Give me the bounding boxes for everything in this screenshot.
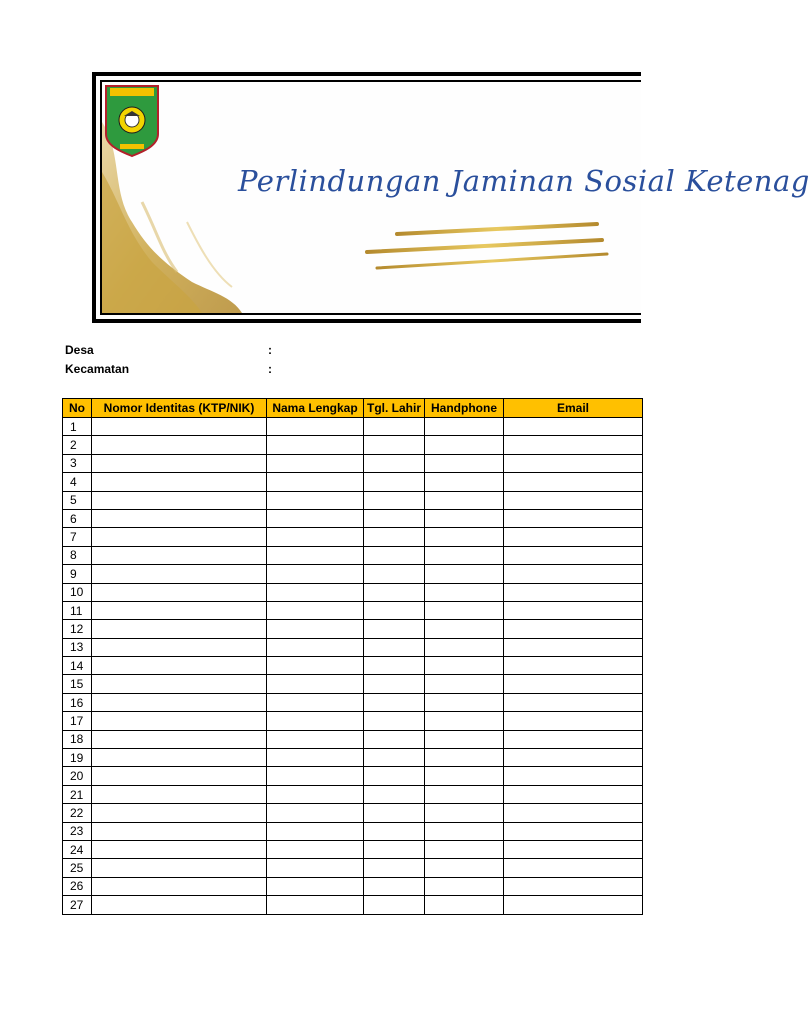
cell-tgl-lahir[interactable] bbox=[364, 657, 425, 675]
cell-tgl-lahir[interactable] bbox=[364, 840, 425, 858]
cell-nomor-identitas[interactable] bbox=[92, 473, 267, 491]
cell-nama-lengkap[interactable] bbox=[267, 620, 364, 638]
table-header-row bbox=[63, 399, 643, 418]
table-row bbox=[63, 822, 643, 840]
table-row bbox=[63, 620, 643, 638]
cell-handphone[interactable] bbox=[425, 491, 504, 509]
cell-handphone[interactable] bbox=[425, 896, 504, 914]
table-row bbox=[63, 840, 643, 858]
cell-handphone[interactable] bbox=[425, 620, 504, 638]
cell-tgl-lahir[interactable] bbox=[364, 730, 425, 748]
cell-nomor-identitas[interactable] bbox=[92, 601, 267, 619]
cell-no: 17 bbox=[63, 712, 92, 730]
cell-handphone[interactable] bbox=[425, 528, 504, 546]
desa-label: Desa bbox=[65, 343, 94, 357]
cell-nama-lengkap[interactable] bbox=[267, 528, 364, 546]
cell-no: 9 bbox=[63, 565, 92, 583]
table-row bbox=[63, 877, 643, 895]
cell-tgl-lahir[interactable] bbox=[364, 749, 425, 767]
cell-tgl-lahir[interactable] bbox=[364, 546, 425, 564]
cell-email[interactable] bbox=[504, 473, 643, 491]
cell-no: 4 bbox=[63, 473, 92, 491]
cell-nama-lengkap[interactable] bbox=[267, 712, 364, 730]
cell-nama-lengkap[interactable] bbox=[267, 638, 364, 656]
table-row bbox=[63, 859, 643, 877]
table-row bbox=[63, 601, 643, 619]
cell-nomor-identitas[interactable] bbox=[92, 730, 267, 748]
cell-tgl-lahir[interactable] bbox=[364, 565, 425, 583]
cell-email[interactable] bbox=[504, 583, 643, 601]
cell-no: 16 bbox=[63, 693, 92, 711]
cell-nama-lengkap[interactable] bbox=[267, 418, 364, 436]
cell-nomor-identitas[interactable] bbox=[92, 804, 267, 822]
cell-email[interactable] bbox=[504, 454, 643, 472]
header-banner bbox=[92, 72, 810, 323]
cell-nomor-identitas[interactable] bbox=[92, 528, 267, 546]
table-row bbox=[63, 785, 643, 803]
cell-tgl-lahir[interactable] bbox=[364, 601, 425, 619]
table-row bbox=[63, 638, 643, 656]
cell-tgl-lahir[interactable] bbox=[364, 712, 425, 730]
cell-nama-lengkap[interactable] bbox=[267, 804, 364, 822]
table-body bbox=[63, 418, 643, 915]
cell-email[interactable] bbox=[504, 749, 643, 767]
cell-nama-lengkap[interactable] bbox=[267, 822, 364, 840]
cell-nomor-identitas[interactable] bbox=[92, 712, 267, 730]
cell-nomor-identitas[interactable] bbox=[92, 785, 267, 803]
cell-email[interactable] bbox=[504, 565, 643, 583]
cell-nomor-identitas[interactable] bbox=[92, 822, 267, 840]
cell-handphone[interactable] bbox=[425, 785, 504, 803]
cell-no: 26 bbox=[63, 877, 92, 895]
cell-nama-lengkap[interactable] bbox=[267, 509, 364, 527]
cell-email[interactable] bbox=[504, 491, 643, 509]
header-handphone: Handphone bbox=[425, 399, 504, 418]
cell-nama-lengkap[interactable] bbox=[267, 877, 364, 895]
cell-no: 10 bbox=[63, 583, 92, 601]
cell-nomor-identitas[interactable] bbox=[92, 620, 267, 638]
header-tgl-lahir: Tgl. Lahir bbox=[364, 399, 425, 418]
cell-no: 24 bbox=[63, 840, 92, 858]
table-row bbox=[63, 436, 643, 454]
cell-nama-lengkap[interactable] bbox=[267, 767, 364, 785]
cell-nama-lengkap[interactable] bbox=[267, 583, 364, 601]
cell-nama-lengkap[interactable] bbox=[267, 601, 364, 619]
cell-nomor-identitas[interactable] bbox=[92, 896, 267, 914]
cell-no: 6 bbox=[63, 509, 92, 527]
cell-email[interactable] bbox=[504, 418, 643, 436]
cell-nomor-identitas[interactable] bbox=[92, 877, 267, 895]
table-row bbox=[63, 509, 643, 527]
cell-no: 2 bbox=[63, 436, 92, 454]
cell-handphone[interactable] bbox=[425, 840, 504, 858]
cell-tgl-lahir[interactable] bbox=[364, 859, 425, 877]
cell-tgl-lahir[interactable] bbox=[364, 473, 425, 491]
cell-tgl-lahir[interactable] bbox=[364, 804, 425, 822]
cell-handphone[interactable] bbox=[425, 749, 504, 767]
cell-no: 15 bbox=[63, 675, 92, 693]
cell-no: 25 bbox=[63, 859, 92, 877]
cell-nomor-identitas[interactable] bbox=[92, 454, 267, 472]
cell-nama-lengkap[interactable] bbox=[267, 657, 364, 675]
cell-email[interactable] bbox=[504, 730, 643, 748]
cell-no: 19 bbox=[63, 749, 92, 767]
table-row bbox=[63, 730, 643, 748]
cell-handphone[interactable] bbox=[425, 454, 504, 472]
table-row bbox=[63, 583, 643, 601]
cell-tgl-lahir[interactable] bbox=[364, 418, 425, 436]
kecamatan-colon: : bbox=[268, 362, 272, 376]
cell-nomor-identitas[interactable] bbox=[92, 565, 267, 583]
cell-nama-lengkap[interactable] bbox=[267, 749, 364, 767]
cell-no: 22 bbox=[63, 804, 92, 822]
cell-handphone[interactable] bbox=[425, 804, 504, 822]
cell-no: 7 bbox=[63, 528, 92, 546]
cell-email[interactable] bbox=[504, 509, 643, 527]
cell-email[interactable] bbox=[504, 859, 643, 877]
cell-tgl-lahir[interactable] bbox=[364, 583, 425, 601]
cell-nama-lengkap[interactable] bbox=[267, 454, 364, 472]
cell-nama-lengkap[interactable] bbox=[267, 565, 364, 583]
table-row bbox=[63, 675, 643, 693]
cell-tgl-lahir[interactable] bbox=[364, 509, 425, 527]
cell-tgl-lahir[interactable] bbox=[364, 693, 425, 711]
header-nama-lengkap: Nama Lengkap bbox=[267, 399, 364, 418]
cell-email[interactable] bbox=[504, 528, 643, 546]
cell-no: 3 bbox=[63, 454, 92, 472]
cell-email[interactable] bbox=[504, 804, 643, 822]
cell-no: 23 bbox=[63, 822, 92, 840]
cell-email[interactable] bbox=[504, 657, 643, 675]
cell-nomor-identitas[interactable] bbox=[92, 749, 267, 767]
cell-no: 18 bbox=[63, 730, 92, 748]
cell-no: 14 bbox=[63, 657, 92, 675]
cell-tgl-lahir[interactable] bbox=[364, 638, 425, 656]
table-row bbox=[63, 693, 643, 711]
header-email: Email bbox=[504, 399, 643, 418]
cell-handphone[interactable] bbox=[425, 436, 504, 454]
cell-handphone[interactable] bbox=[425, 712, 504, 730]
cell-handphone[interactable] bbox=[425, 877, 504, 895]
cell-nama-lengkap[interactable] bbox=[267, 491, 364, 509]
cell-nomor-identitas[interactable] bbox=[92, 418, 267, 436]
cell-no: 20 bbox=[63, 767, 92, 785]
cell-tgl-lahir[interactable] bbox=[364, 675, 425, 693]
cell-email[interactable] bbox=[504, 712, 643, 730]
cell-tgl-lahir[interactable] bbox=[364, 785, 425, 803]
table-row bbox=[63, 896, 643, 914]
cell-email[interactable] bbox=[504, 840, 643, 858]
table-row bbox=[63, 712, 643, 730]
cell-no: 27 bbox=[63, 896, 92, 914]
cell-handphone[interactable] bbox=[425, 546, 504, 564]
cell-tgl-lahir[interactable] bbox=[364, 767, 425, 785]
cell-tgl-lahir[interactable] bbox=[364, 896, 425, 914]
desa-colon: : bbox=[268, 343, 272, 357]
cell-email[interactable] bbox=[504, 896, 643, 914]
table-row bbox=[63, 528, 643, 546]
cell-no: 11 bbox=[63, 601, 92, 619]
cell-handphone[interactable] bbox=[425, 565, 504, 583]
cell-no: 8 bbox=[63, 546, 92, 564]
header-nomor-identitas: Nomor Identitas (KTP/NIK) bbox=[92, 399, 267, 418]
cell-email[interactable] bbox=[504, 785, 643, 803]
cell-no: 21 bbox=[63, 785, 92, 803]
registration-table bbox=[62, 398, 643, 915]
cell-nama-lengkap[interactable] bbox=[267, 785, 364, 803]
cell-handphone[interactable] bbox=[425, 730, 504, 748]
cell-email[interactable] bbox=[504, 675, 643, 693]
cell-tgl-lahir[interactable] bbox=[364, 436, 425, 454]
cell-email[interactable] bbox=[504, 693, 643, 711]
cell-handphone[interactable] bbox=[425, 859, 504, 877]
table-row bbox=[63, 491, 643, 509]
cell-email[interactable] bbox=[504, 767, 643, 785]
cell-email[interactable] bbox=[504, 822, 643, 840]
cell-nomor-identitas[interactable] bbox=[92, 491, 267, 509]
cell-nama-lengkap[interactable] bbox=[267, 859, 364, 877]
cell-email[interactable] bbox=[504, 436, 643, 454]
cell-nama-lengkap[interactable] bbox=[267, 675, 364, 693]
cell-handphone[interactable] bbox=[425, 583, 504, 601]
header-no: No bbox=[63, 399, 92, 418]
table-row bbox=[63, 804, 643, 822]
cell-tgl-lahir[interactable] bbox=[364, 528, 425, 546]
cell-handphone[interactable] bbox=[425, 693, 504, 711]
cell-nomor-identitas[interactable] bbox=[92, 840, 267, 858]
cell-nama-lengkap[interactable] bbox=[267, 896, 364, 914]
cell-nama-lengkap[interactable] bbox=[267, 473, 364, 491]
table-row bbox=[63, 454, 643, 472]
table-row bbox=[63, 749, 643, 767]
banner-artwork bbox=[102, 82, 810, 313]
cell-nomor-identitas[interactable] bbox=[92, 436, 267, 454]
cell-tgl-lahir[interactable] bbox=[364, 491, 425, 509]
kecamatan-label: Kecamatan bbox=[65, 362, 130, 376]
table-row bbox=[63, 473, 643, 491]
cell-handphone[interactable] bbox=[425, 601, 504, 619]
cell-nomor-identitas[interactable] bbox=[92, 693, 267, 711]
cell-nama-lengkap[interactable] bbox=[267, 730, 364, 748]
cell-handphone[interactable] bbox=[425, 822, 504, 840]
cell-tgl-lahir[interactable] bbox=[364, 620, 425, 638]
cell-handphone[interactable] bbox=[425, 657, 504, 675]
cell-no: 5 bbox=[63, 491, 92, 509]
cell-handphone[interactable] bbox=[425, 418, 504, 436]
cell-email[interactable] bbox=[504, 546, 643, 564]
banner-title: Perlindungan Jaminan Sosial Ketenag bbox=[238, 164, 810, 198]
cell-handphone[interactable] bbox=[425, 638, 504, 656]
cell-handphone[interactable] bbox=[425, 767, 504, 785]
table-row bbox=[63, 565, 643, 583]
table-row bbox=[63, 657, 643, 675]
table-row bbox=[63, 546, 643, 564]
cell-tgl-lahir[interactable] bbox=[364, 454, 425, 472]
cell-handphone[interactable] bbox=[425, 473, 504, 491]
cell-tgl-lahir[interactable] bbox=[364, 822, 425, 840]
cell-nomor-identitas[interactable] bbox=[92, 859, 267, 877]
kabupaten-poso-logo bbox=[102, 82, 162, 158]
cell-nomor-identitas[interactable] bbox=[92, 657, 267, 675]
cell-no: 12 bbox=[63, 620, 92, 638]
cell-nomor-identitas[interactable] bbox=[92, 546, 267, 564]
cell-handphone[interactable] bbox=[425, 509, 504, 527]
cell-nama-lengkap[interactable] bbox=[267, 840, 364, 858]
cell-nama-lengkap[interactable] bbox=[267, 436, 364, 454]
cell-no: 13 bbox=[63, 638, 92, 656]
cell-email[interactable] bbox=[504, 601, 643, 619]
cell-tgl-lahir[interactable] bbox=[364, 877, 425, 895]
cell-email[interactable] bbox=[504, 638, 643, 656]
cell-nomor-identitas[interactable] bbox=[92, 638, 267, 656]
cell-handphone[interactable] bbox=[425, 675, 504, 693]
cell-nama-lengkap[interactable] bbox=[267, 693, 364, 711]
table-row bbox=[63, 767, 643, 785]
cell-email[interactable] bbox=[504, 877, 643, 895]
table-row bbox=[63, 418, 643, 436]
cell-email[interactable] bbox=[504, 620, 643, 638]
cell-nomor-identitas[interactable] bbox=[92, 509, 267, 527]
cell-nomor-identitas[interactable] bbox=[92, 767, 267, 785]
cell-no: 1 bbox=[63, 418, 92, 436]
cell-nama-lengkap[interactable] bbox=[267, 546, 364, 564]
cell-nomor-identitas[interactable] bbox=[92, 675, 267, 693]
cell-nomor-identitas[interactable] bbox=[92, 583, 267, 601]
